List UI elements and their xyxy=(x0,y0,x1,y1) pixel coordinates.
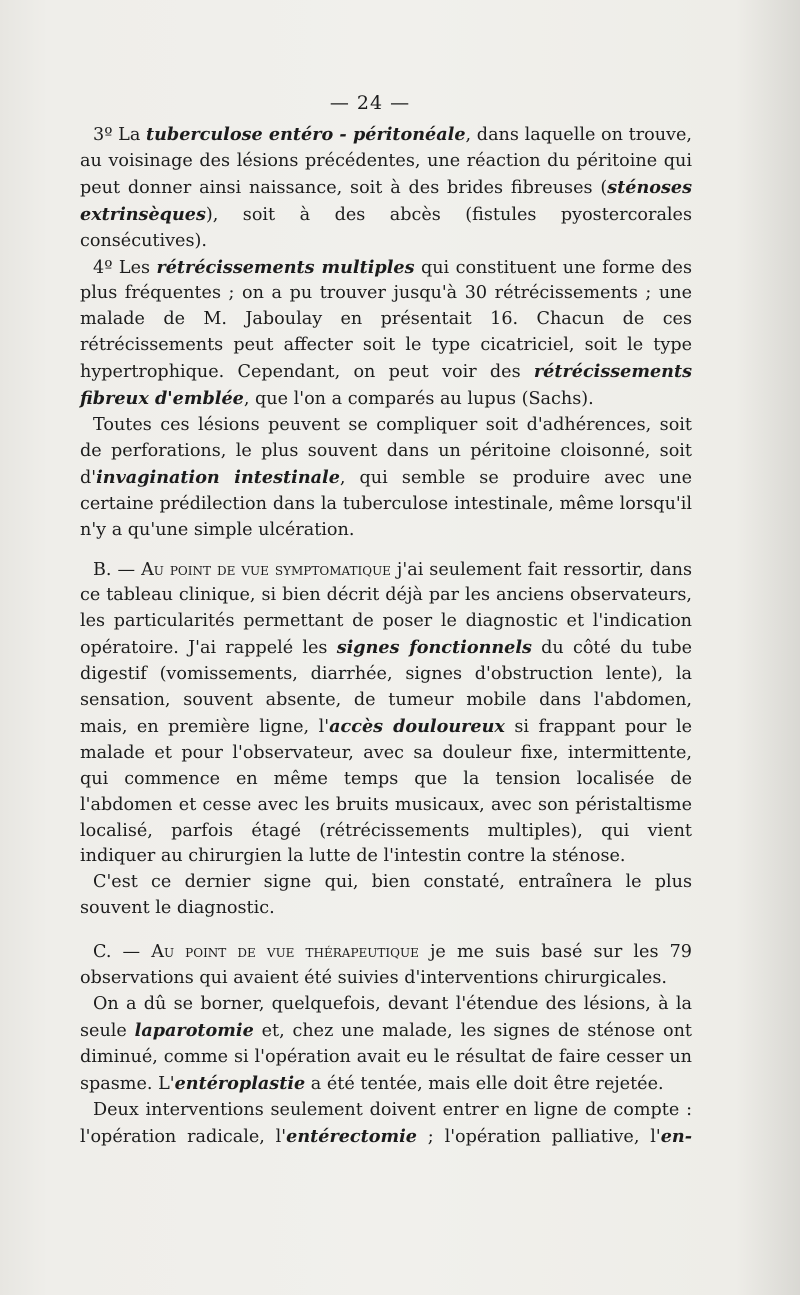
paragraph-complications: Toutes ces lésions peuvent se compliquer soit d'adhérences, soit de perforations, le plus souvent dans un péritoine cloisonné, soit d'invagination intestinale, qui semble se produire avec une certaine prédilection dans la tuberculose intestinale, même lorsqu'il n'y a qu'une simple ulcération. xyxy=(80,414,692,540)
section-c-therapeutique: C. — Au point de vue thérapeutique je me suis basé sur les 79 observations qui avaient été suivies d'interventions chirurgicales. xyxy=(80,942,692,989)
page-number: — 24 — xyxy=(329,92,411,114)
paragraph-laparotomie: On a dû se borner, quelquefois, devant l'étendue des lésions, à la seule laparotomie et, chez une malade, les signes de sténose ont diminué, comme si l'opération avait eu le résultat de faire cesser un spasme. L'entéroplastie a été tentée, mais elle doit être rejetée. xyxy=(80,994,692,1094)
page-body xyxy=(80,122,692,1150)
paragraph-interventions: Deux interventions seulement doivent entrer en ligne de compte : l'opération radicale, l'entérectomie ; l'opération palliative, l'en- xyxy=(80,1099,692,1147)
section-b-symptomatique: B. — Au point de vue symptomatique j'ai seulement fait ressortir, dans ce tableau clinique, si bien décrit déjà par les anciens observateurs, les particularités permettant de poser le diagnostic et l'indication opératoire. J'ai rappelé les signes fonctionnels du côté du tube digestif (vomissements, diarrhée, signes d'obstruction lente), la sensation, souvent absente, de tumeur mobile dans l'abdomen, mais, en première ligne, l'accès douloureux si frappant pour le malade et pour l'observateur, avec sa douleur fixe, intermittente, qui commence en même temps que la tension localisée de l'abdomen et cesse avec les bruits musicaux, avec son péristaltisme localisé, parfois étagé (rétrécissements multiples), qui vient indiquer au chirurgien la lutte de l'intestin contre la sténose. xyxy=(80,559,692,867)
paragraph-retrecissements-multiples: 4º Les rétrécissements multiples qui constituent une forme des plus fréquentes ; on a pu trouver jusqu'à 30 rétrécissements ; une malade de M. Jaboulay en présentait 16. Chacun de ces rétrécissements peut affecter soit le type cicatriciel, soit le type hypertrophique. Cependant, on peut voir des rétrécissements fibreux d'emblée, que l'on a comparés au lupus (Sachs). xyxy=(80,256,693,410)
paragraph-tuberculose-entero-peritoneale: 3º La tuberculose entéro - péritonéale, dans laquelle on trouve, au voisinage des lésions précédentes, une réaction du péritoine qui peut donner ainsi naissance, soit à des brides fibreuses (sténoses extrinsèques), soit à des abcès (fistules pyostercorales consécutives). xyxy=(80,124,693,251)
section-heading: Au point de vue thérapeutique xyxy=(151,942,419,963)
paragraph-diagnostic: C'est ce dernier signe qui, bien constaté, entraînera le plus souvent le diagnostic. xyxy=(80,872,692,919)
section-heading: Au point de vue symptomatique xyxy=(141,559,391,580)
